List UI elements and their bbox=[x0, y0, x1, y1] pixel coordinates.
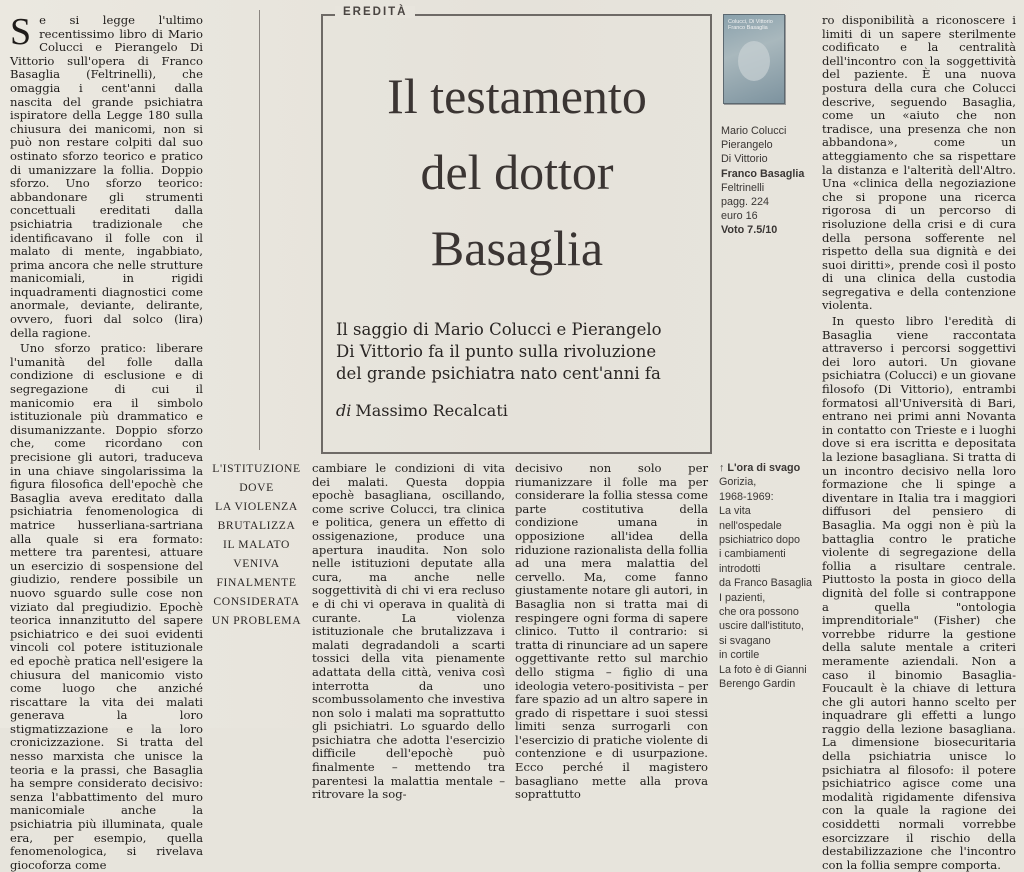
drop-cap: S bbox=[10, 11, 32, 53]
paragraph: Se si legge l'ultimo recentissimo libro di Mario Colucci e Pierangelo Di Vittorio sull'opera di Franco Basaglia (Feltrinelli), che omaggia i cent'anni dalla nascita del grande psichiatra ispiratore della Legge 180 sulla chiusura dei manicomi, non si può non restare colpiti dal suo ostinato sforzo teorico e pratico di umanizzare la follia. Doppio sforzo. Uno sforzo teorico: abbandonare gli strumenti concettuali ereditati dalla psichiatria tradizionale che identificavano il folle con il malato di mente, ingabbiato, prima ancora che nelle strutture manicomiali, in rigidi inquadramenti diagnostici come anormale, deviante, delirante, ovvero, fuori dal solco (lira) della ragione. bbox=[10, 11, 203, 340]
section-kicker: EREDITÀ bbox=[335, 6, 415, 18]
subtitle-line: del grande psichiatra nato cent'anni fa bbox=[336, 364, 661, 383]
author-name: Massimo Recalcati bbox=[355, 401, 508, 420]
article-column-1 bbox=[10, 11, 203, 872]
book-rating: Voto 7.5/10 bbox=[721, 224, 778, 237]
article-column-3 bbox=[515, 461, 708, 802]
article-column-4 bbox=[822, 13, 1016, 872]
caption-heading: ↑ L'ora di svago bbox=[719, 462, 801, 474]
book-cover-image bbox=[723, 14, 785, 104]
subtitle bbox=[336, 319, 676, 385]
headline-line: Basaglia bbox=[430, 220, 604, 276]
paragraph: ro disponibilità a riconoscere i limiti di un sapere sterilmente codificato e la centralità dell'incontro con la soggettività del paziente. È una nuova postura della cura che Colucci descrive, seguendo Basaglia, come un «aiuto che non tradisce, una presenza che non abbandona», come un atteggiamento che sa rispettare la distanza e l'alterità dell'Altro. Una «clinica della negoziazione che si propone una ricerca rigorosa di un percorso di risoluzione della crisi e di cura della persona sofferente nel rispetto della sua dignità e dei suoi diritti», prende così il posto di una clinica della custodia segregativa e della contenzione violenta. bbox=[822, 13, 1016, 313]
subtitle-line: Il saggio di Mario Colucci e Pierangelo bbox=[336, 320, 662, 339]
paragraph: In questo libro l'eredità di Basaglia viene raccontata attraverso i percorsi soggettivi dei loro autori. Un giovane psichiatra (Colucci) e un giovane filosofo (Di Vittorio), entrambi formatosi all'Università di Bari, entrano nei primi anni Novanta in contatto con Trieste e i luoghi dove si era iscritta e depositata la lezione basagliana. Si tratta di un incontro decisivo nella loro formazione che li spinge a diventare in Italia tra i maggiori diffusori del pensiero di Basaglia. Ma oggi non è più la battaglia contro le pratiche violente di segregazione della follia a risultare centrale. Piuttosto la posta in gioco della dignità del folle si contrappone a quella "ontologia imprenditoriale" (Fisher) che vorrebbe ridurre la gestione della salute mentale a criteri meramente aziendali. Non a caso il binomio Basaglia-Foucault è la chiave di lettura che gli autori hanno scelto per inquadrare gli effetti a lungo raggio della lezione basagliana. La dimensione biosecuritaria della psichiatria unisce lo psichiatra al filosofo: il potere psichiatrico agisce come una modalità rigidamente difensiva con la quale la ragione dei cosiddetti normali vorrebbe esorcizzare il rischio della destabilizzazione che l'incontro con la follia sempre comporta. bbox=[822, 314, 1016, 872]
paragraph: decisivo non solo per riumanizzare il folle ma per considerare la follia stessa come parte costitutiva della condizione umana in opposizione all'idea della riduzione razionalista della follia ad una mera malattia del cervello. Ma, come fanno giustamente notare gli autori, in Basaglia non si tratta mai di respingere ogni forma di sapere clinico. Tutto il contrario: si tratta di rinunciare ad un sapere oggettivante retto sul marchio dello stigma – figlio di una ideologia vetero-positivista – per fare spazio ad un altro sapere in grado di rispettare i suoi stessi limiti senza surrogarli con l'esercizio di pratiche violente di contenzione e di usurpazione. Ecco perché il magistero basagliano mette alla prova soprattutto bbox=[515, 461, 708, 802]
photo-caption: ↑ L'ora di svago Gorizia, 1968-1969: La vita nell'ospedale psichiatrico dopo i cambiamenti introdotti da Franco Basaglia I pazienti, che ora possono uscire dall'istituto, si svagano in cortile La foto è di Gianni Berengo Gardin bbox=[719, 461, 815, 692]
byline bbox=[336, 401, 508, 420]
book-cover-text: Colucci, Di Vittorio Franco Basaglia bbox=[728, 19, 773, 31]
subtitle-line: Di Vittorio fa il punto sulla rivoluzione bbox=[336, 342, 657, 361]
book-info: Mario Colucci Pierangelo Di Vittorio Franco Basaglia Feltrinelli pagg. 224 euro 16 Voto 7.5/10 bbox=[721, 124, 813, 238]
article-column-2 bbox=[312, 461, 505, 802]
byline-prefix: di bbox=[336, 401, 352, 420]
paragraph: Uno sforzo pratico: liberare l'umanità del folle dalla condizione di esclusione e di segregazione di cui il manicomio era il simbolo istituzionale più drammatico e disumanizzante. Doppio sforzo che, come ricordano con precisione gli autori, traduceva in una chiave singolarissima la figura filosofica dell'epochè che Basaglia aveva ereditato dalla psichiatria fenomenologica di matrice husserliana-sartriana alla quale si era formato: mettere tra parentesi, attuare un esercizio di sospensione del giudizio, rendere possibile un nuovo sguardo sulle cose non viziato dal pregiudizio. Epochè teorica innanzitutto del sapere psichiatrico e dei suoi evidenti vincoli col potere istituzionale ed epochè pratica nell'esigere la chiusura del manicomio visto come luogo che anziché riscattare la vita dei malati generava la loro stigmatizzazione e la loro cronicizzazione. Si tratta del nesso marxista che unisce la teoria e la prassi, che Basaglia ha sempre considerato decisivo: senza l'abbattimento del muro manicomiale anche la psichiatria più illuminata, quale era, per esempio, quella fenomenologica, si rivelava giocoforza come bbox=[10, 341, 203, 872]
portrait-illustration bbox=[738, 41, 770, 81]
paragraph: cambiare le condizioni di vita dei malati. Questa doppia epochè basagliana, oscillando, come scrive Colucci, tra clinica e politica, genera un effetto di ossigenazione, produce una apertura inaudita. Non solo nelle istituzioni deputate alla cura, ma anche nelle soggettività di chi vi era recluso e di chi vi operava in qualità di curante. La violenza istituzionale che brutalizzava i malati degradandoli a scarti tossici della vita pienamente adattata della città, veniva così interrotta da uno scombussolamento che investiva non solo i malati ma soprattutto gli psichiatri. Lo sguardo dello psichiatra che adotta l'esercizio difficile dell'epochè può finalmente – mettendo tra parentesi la malattia mentale – ritrovare la sog- bbox=[312, 461, 505, 802]
headline-line: Il testamento bbox=[387, 68, 647, 124]
column-divider bbox=[259, 10, 260, 450]
pull-quote: L'ISTITUZIONE DOVE LA VIOLENZA BRUTALIZZA IL MALATO VENIVA FINALMENTE CONSIDERATA UN PROBLEMA bbox=[211, 462, 302, 627]
headline-line: del dottor bbox=[420, 144, 614, 200]
headline bbox=[322, 58, 712, 286]
